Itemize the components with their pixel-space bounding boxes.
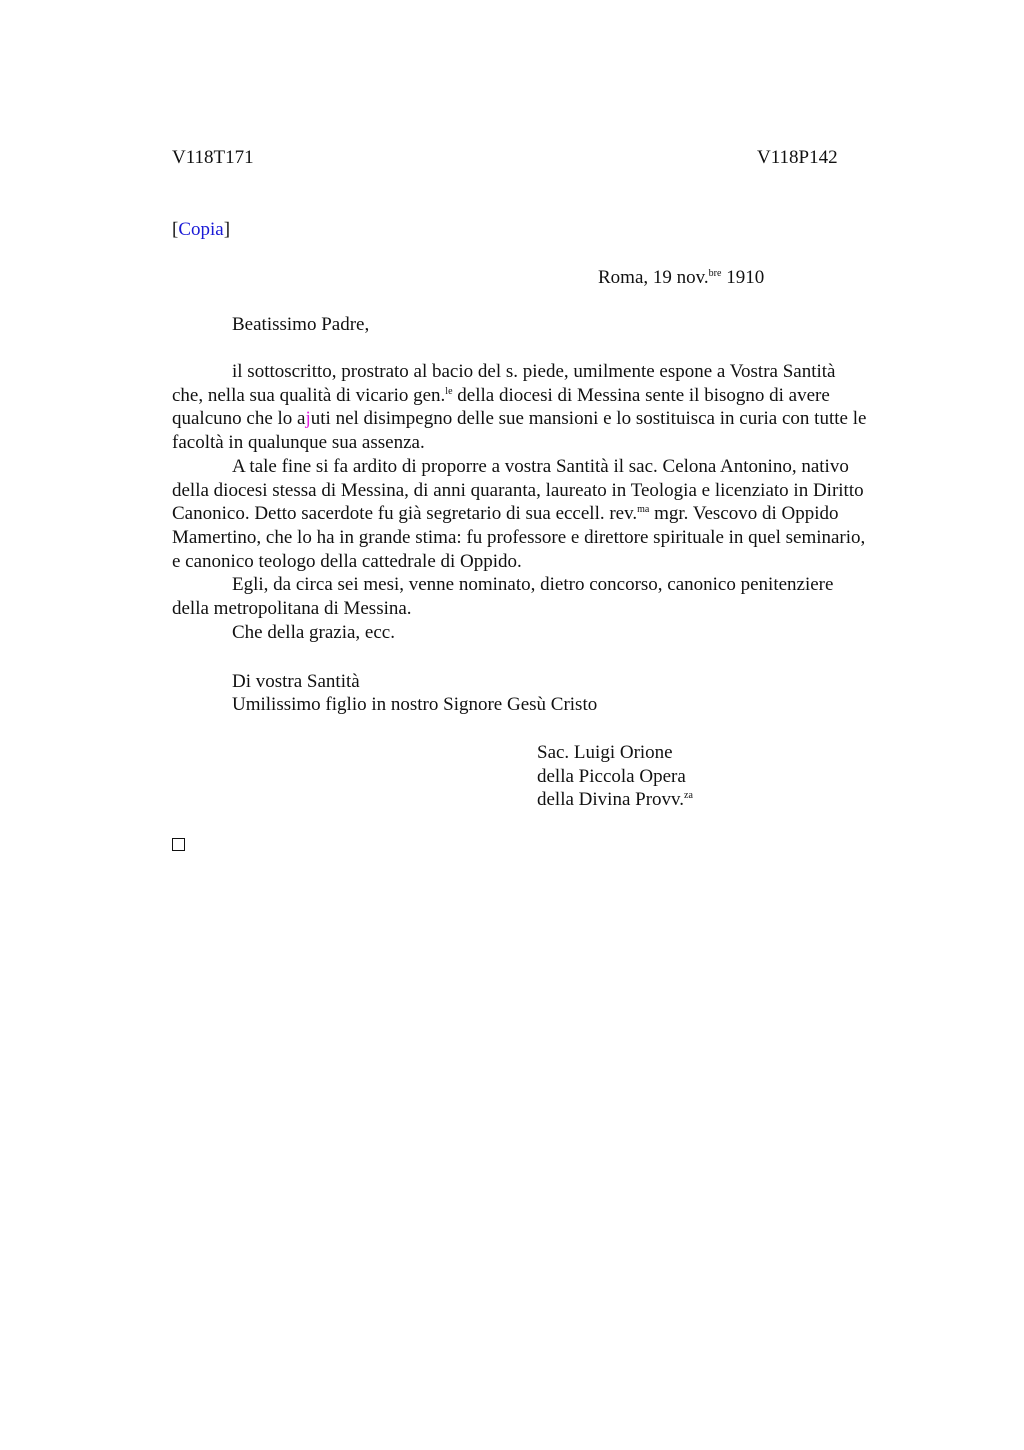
date-year: 1910 [726,267,765,288]
date-superscript: bre [708,268,722,279]
signature-line-3 [537,788,693,812]
signature-superscript-za: za [684,790,693,801]
copy-open-bracket: [ [172,219,179,240]
p1-l3-start: qualcuno che lo a [172,408,306,430]
salutation: Beatissimo Padre, [232,314,370,335]
paragraph-3-line-1: Egli, da circa sei mesi, venne nominato, dietro concorso, canonico penitenziere [232,574,834,596]
copy-word: Copia [178,219,224,240]
date-prefix: Roma, 19 nov. [598,267,709,288]
paragraph-4-line-1: Che della grazia, ecc. [232,621,395,643]
header-right-code: V118P142 [757,147,838,168]
paragraph-4 [172,621,932,645]
paragraph-3 [172,573,932,620]
paragraph-3-line-2: della metropolitana di Messina. [172,598,412,620]
p2-l3-start: Canonico. Detto sacerdote fu già segretario di sua eccell. rev. [172,503,638,525]
paragraph-1-line-3 [172,407,932,431]
p2-l3-end: mgr. Vescovo di Oppido [649,503,839,525]
paragraph-2-line-2: della diocesi stessa di Messina, di anni quaranta, laureato in Teologia e licenziato in Diritto [172,479,864,501]
letter-body [172,360,932,644]
closing-line-2: Umilissimo figlio in nostro Signore Gesù Cristo [232,694,598,715]
copy-label [172,218,230,242]
p1-superscript-le: le [445,385,453,397]
p1-l2-start: che, nella sua qualità di vicario gen. [172,384,446,406]
p1-l3-end: uti nel disimpegno delle sue mansioni e lo sostituisca in curia con tutte le [310,408,867,430]
closing-line-1: Di vostra Santità [232,671,360,692]
paragraph-2-line-5: e canonico teologo della cattedrale di Oppido. [172,550,522,572]
paragraph-1 [172,360,932,455]
copy-close-bracket: ] [223,219,231,240]
signature-line-2: della Piccola Opera [537,766,686,787]
paragraph-1-line-4: facoltà in qualunque sua assenza. [172,432,425,454]
paragraph-1-line-2 [172,384,932,408]
header-left-code: V118T171 [172,147,254,168]
paragraph-2-line-4: Mamertino, che lo ha in grande stima: fu professore e direttore spirituale in quel seminario, [172,526,866,548]
paragraph-1-line-1: il sottoscritto, prostrato al bacio del s. piede, umilmente espone a Vostra Santità [232,361,836,382]
paragraph-2 [172,455,932,574]
paragraph-2-line-3 [172,502,932,526]
signature-l3-text: della Divina Provv. [537,789,685,810]
p1-l2-end: della diocesi di Messina sente il bisogno di avere [452,384,830,406]
letter-date [598,266,764,290]
paragraph-2-line-1: A tale fine si fa ardito di proporre a vostra Santità il sac. Celona Antonino, nativo [232,455,849,477]
empty-checkbox-icon [172,838,185,851]
p2-superscript-ma: ma [637,504,650,516]
signature-line-1: Sac. Luigi Orione [537,742,673,763]
p1-marked-letter: j [305,408,311,430]
